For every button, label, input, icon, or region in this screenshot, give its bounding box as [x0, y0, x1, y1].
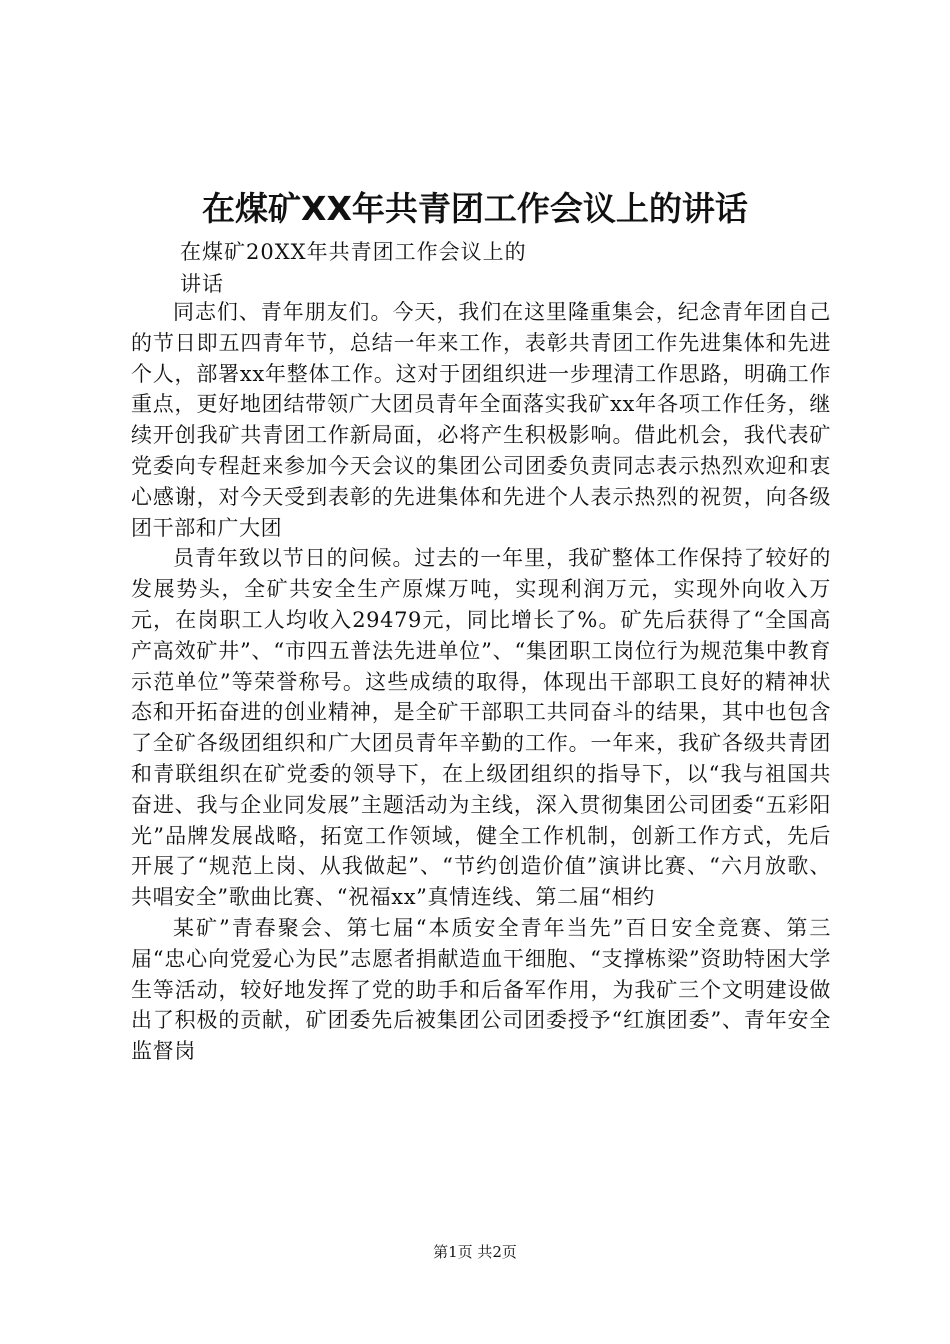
subtitle-line: 在煤矿20XX年共青团工作会议上的 — [180, 240, 527, 264]
body-paragraph: 某矿”青春聚会、第七届“本质安全青年当先”百日安全竞赛、第三届“忠心向党爱心为民”志愿者捐献造血干细胞、“支撑栋梁”资助特困大学生等活动，较好地发挥了党的助手和后备军作用，为我矿三个文明建设做出了积极的贡献，矿团委先后被集团公司团委授予“红旗团委”、青年安全监督岗 — [131, 915, 831, 1064]
document-subtitle — [180, 236, 600, 300]
subtitle-line: 讲话 — [180, 272, 224, 296]
body-paragraph: 同志们、青年朋友们。今天，我们在这里隆重集会，纪念青年团自己的节日即五四青年节，总结一年来工作，表彰共青团工作先进集体和先进个人，部署xx年整体工作。这对于团组织进一步理清工作思路，明确工作重点，更好地团结带领广大团员青年全面落实我矿xx年各项工作任务，继续开创我矿共青团工作新局面，必将产生积极影响。借此机会，我代表矿党委向专程赶来参加今天会议的集团公司团委负责同志表示热烈欢迎和衷心感谢，对今天受到表彰的先进集体和先进个人表示热烈的祝贺，向各级团干部和广大团 — [131, 300, 831, 540]
page-number-footer: 第1页 共2页 — [433, 1243, 517, 1261]
body-paragraph: 员青年致以节日的问候。过去的一年里，我矿整体工作保持了较好的发展势头，全矿共安全生产原煤万吨，实现利润万元，实现外向收入万元，在岗职工人均收入29479元，同比增长了%。矿先后获得了“全国高产高效矿井”、“市四五普法先进单位”、“集团职工岗位行为规范集中教育示范单位”等荣誉称号。这些成绩的取得，体现出干部职工良好的精神状态和开拓奋进的创业精神，是全矿干部职工共同奋斗的结果，其中也包含了全矿各级团组织和广大团员青年辛勤的工作。一年来，我矿各级共青团和青联组织在矿党委的领导下，在上级团组织的指导下，以“我与祖国共奋进、我与企业同发展”主题活动为主线，深入贯彻集团公司团委“五彩阳光”品牌发展战略，拓宽工作领域，健全工作机制，创新工作方式，先后开展了“规范上岗、从我做起”、“节约创造价值”演讲比赛、“六月放歌、共唱安全”歌曲比赛、“祝福xx”真情连线、第二届“相约 — [131, 546, 831, 910]
document-title: 在煤矿XX年共青团工作会议上的讲话 — [202, 189, 748, 228]
document-body — [131, 297, 831, 1067]
